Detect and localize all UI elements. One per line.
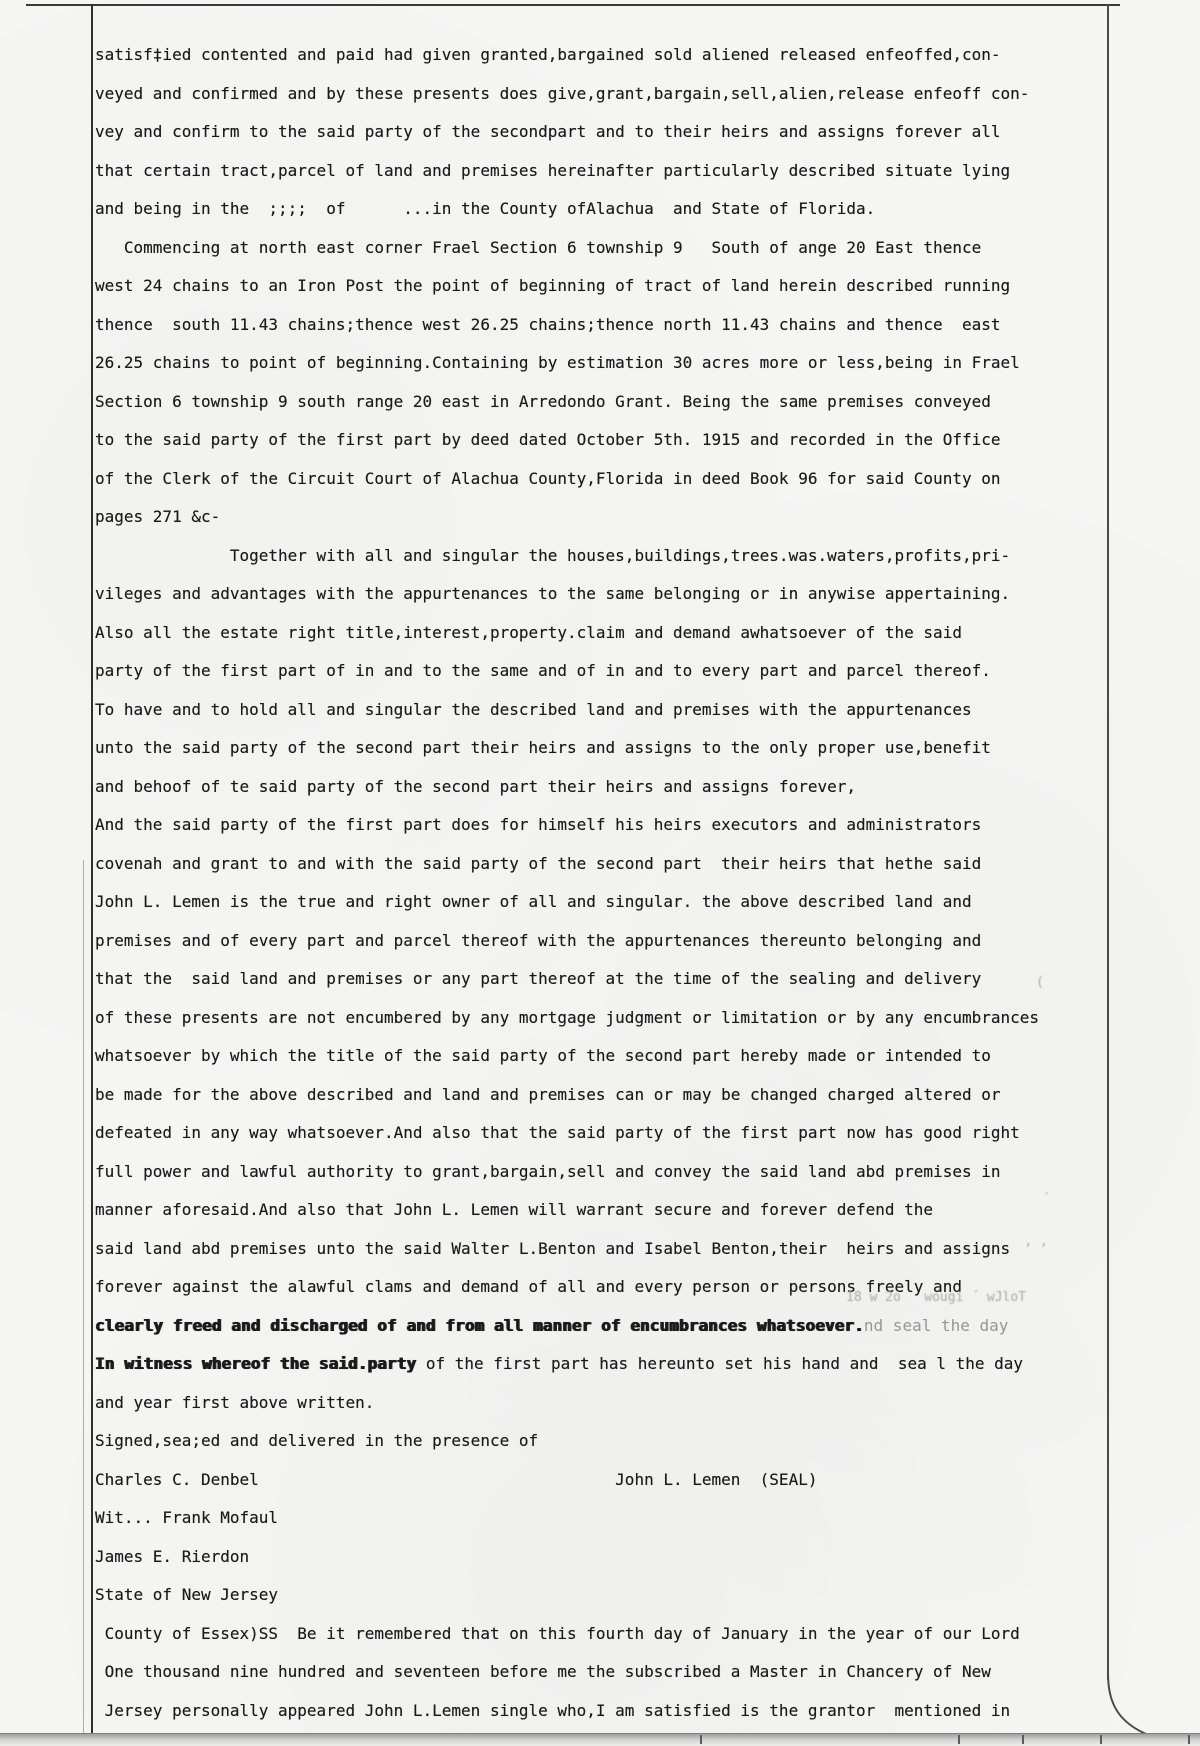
document-line-44: [95, 1692, 1110, 1731]
line-segment: State of New Jersey: [95, 1585, 279, 1604]
scan-tick: [700, 1735, 702, 1744]
document-line-31: [95, 1191, 1110, 1230]
line-segment: party of the first part of in and to the same and of in and to every part and parcel thereof.: [95, 661, 991, 680]
line-segment: of the first part has hereunto set his hand and sea l the day: [416, 1354, 1024, 1373]
line-segment: of these presents are not encumbered by any mortgage judgment or limitation or by any encumbrances: [95, 1007, 1040, 1027]
line-segment: vileges and advantages with the appurtenances to the same belonging or in anywise appertaining.: [95, 584, 1011, 603]
document-line-23: [95, 883, 1110, 922]
line-segment: whatsoever by which the title of the said party of the second part hereby made or intended to: [95, 1046, 991, 1065]
document-line-6: [95, 229, 1110, 268]
line-segment: be made for the above described and land and premises can or may be changed charged altered or: [95, 1084, 1001, 1104]
line-segment: unto the said party of the second part their heirs and assigns to the only proper use,benefit: [95, 738, 991, 757]
document-line-32: [95, 1230, 1110, 1269]
line-segment: Jersey personally appeared John L.Lemen single who,I am satisfied is the grantor mentioned in: [95, 1700, 1011, 1720]
document-line-10: [95, 383, 1110, 422]
line-segment: premises and of every part and parcel thereof with the appurtenances thereunto belonging and: [95, 930, 982, 950]
document-line-17: [95, 652, 1110, 691]
scan-tick: [1100, 1735, 1102, 1744]
line-segment: satisf‡ied contented and paid had given granted,bargained sold aliened released enfeoffed,con-: [95, 45, 1001, 64]
document-line-15: [95, 575, 1110, 614]
page-left-rule-secondary: [83, 860, 84, 1745]
document-line-25: [95, 960, 1110, 999]
line-segment: Commencing at north east corner Frael Section 6 township 9 South of ange 20 East thence: [95, 237, 982, 257]
line-segment: to the said party of the first part by deed dated October 5th. 1915 and recorded in the Office: [95, 430, 1001, 449]
document-line-41: [95, 1576, 1110, 1615]
document-line-28: [95, 1076, 1110, 1115]
document-line-5: [95, 190, 1110, 229]
document-line-36: [95, 1384, 1110, 1423]
scan-artifact: (: [1036, 975, 1044, 990]
document-line-20: [95, 768, 1110, 807]
document-line-4: [95, 152, 1110, 191]
document-line-30: [95, 1153, 1110, 1192]
line-segment: pages 271 &c-: [95, 507, 221, 526]
line-segment: To have and to hold all and singular the described land and premises with the appurtenances: [95, 699, 972, 719]
line-segment: Wit... Frank Mofaul: [95, 1508, 279, 1527]
line-segment: thence south 11.43 chains;thence west 26.25 chains;thence north 11.43 chains and thence east: [95, 314, 1001, 334]
line-segment: and behoof of te said party of the second part their heirs and assigns forever,: [95, 776, 856, 796]
scan-tick: [1022, 1735, 1024, 1744]
line-segment: County of Essex)SS Be it remembered that on this fourth day of January in the year of our Lord: [95, 1623, 1020, 1643]
line-segment: defeated in any way whatsoever.And also that the said party of the first part now has good right: [95, 1123, 1020, 1142]
line-segment: Section 6 township 9 south range 20 east in Arredondo Grant. Being the same premises conveyed: [95, 391, 991, 411]
document-line-2: [95, 75, 1110, 114]
line-segment: veyed and confirmed and by these presents does give,grant,bargain,sell,alien,release enfeoff con-: [95, 83, 1030, 103]
document-line-42: [95, 1615, 1110, 1654]
document-line-21: [95, 806, 1110, 845]
line-segment: said land abd premises unto the said Walter L.Benton and Isabel Benton,their heirs and assigns: [95, 1238, 1011, 1258]
line-segment: full power and lawful authority to grant,bargain,sell and convey the said land abd premises in: [95, 1161, 1001, 1181]
document-line-26: [95, 999, 1110, 1038]
document-line-14: [95, 537, 1110, 576]
line-segment: nd seal the day: [863, 1315, 1009, 1335]
scanner-edge-smudge: [0, 1733, 1200, 1746]
line-segment: Charles C. Denbel John L. Lemen (SEAL): [95, 1469, 818, 1489]
document-line-11: [95, 421, 1110, 460]
deed-document-text: [95, 36, 1110, 1730]
line-segment: And the said party of the first part does for himself his heirs executors and administrators: [95, 815, 982, 834]
document-line-7: [95, 267, 1110, 306]
document-line-13: [95, 498, 1110, 537]
document-line-40: [95, 1538, 1110, 1577]
document-line-12: [95, 460, 1110, 499]
line-segment: that certain tract,parcel of land and premises hereinafter particularly described situate lying: [95, 160, 1011, 180]
scan-tick: [958, 1735, 960, 1744]
document-line-22: [95, 845, 1110, 884]
line-segment: forever against the alawful clams and demand of all and every person or persons freely and: [95, 1277, 962, 1296]
line-segment: covenah and grant to and with the said party of the second part their heirs that hethe said: [95, 853, 982, 873]
document-line-9: [95, 344, 1110, 383]
document-line-8: [95, 306, 1110, 345]
page-left-rule: [91, 4, 93, 1745]
line-segment: clearly freed and discharged of and from all manner of encumbrances whatsoever.: [95, 1315, 864, 1335]
line-segment: Also all the estate right title,interest,property.claim and demand awhatsoever of the said: [95, 622, 962, 642]
line-segment: 26.25 chains to point of beginning.Containing by estimation 30 acres more or less,being in Frael: [95, 353, 1020, 372]
document-line-19: [95, 729, 1110, 768]
line-segment: and being in the ;;;; of ...in the County ofAlachua and State of Florida.: [95, 199, 876, 218]
document-line-16: [95, 614, 1110, 653]
document-line-39: [95, 1499, 1110, 1538]
page-top-rule: [26, 4, 1120, 6]
scan-artifact: ´: [1042, 1192, 1050, 1207]
scan-artifact: ’ ’: [1024, 1242, 1048, 1257]
scan-artifact: 18 w 2o wougi ´ wJloT: [846, 1290, 1027, 1305]
line-segment: that the said land and premises or any part thereof at the time of the sealing and delivery: [95, 969, 982, 988]
line-segment: and year first above written.: [95, 1392, 375, 1412]
document-line-18: [95, 691, 1110, 730]
document-line-29: [95, 1114, 1110, 1153]
line-segment: In witness whereof the said.party: [95, 1354, 417, 1373]
line-segment: west 24 chains to an Iron Post the point of beginning of tract of land herein described running: [95, 276, 1011, 295]
line-segment: John L. Lemen is the true and right owner of all and singular. the above described land and: [95, 892, 972, 911]
document-line-1: [95, 36, 1110, 75]
document-line-35: [95, 1345, 1110, 1384]
line-segment: of the Clerk of the Circuit Court of Alachua County,Florida in deed Book 96 for said County on: [95, 468, 1001, 488]
document-line-38: [95, 1461, 1110, 1500]
line-segment: James E. Rierdon: [95, 1546, 250, 1566]
document-line-3: [95, 113, 1110, 152]
line-segment: vey and confirm to the said party of the secondpart and to their heirs and assigns forever all: [95, 122, 1001, 141]
line-segment: manner aforesaid.And also that John L. Lemen will warrant secure and forever defend the: [95, 1200, 934, 1219]
document-line-27: [95, 1037, 1110, 1076]
document-line-24: [95, 922, 1110, 961]
line-segment: Together with all and singular the houses,buildings,trees.was.waters,profits,pri-: [95, 545, 1011, 565]
document-line-37: [95, 1422, 1110, 1461]
line-segment: Signed,sea;ed and delivered in the presence of: [95, 1431, 539, 1450]
scan-tick: [1188, 1735, 1190, 1744]
document-line-43: [95, 1653, 1110, 1692]
line-segment: One thousand nine hundred and seventeen before me the subscribed a Master in Chancery of New: [95, 1662, 991, 1681]
document-line-34: [95, 1307, 1110, 1346]
